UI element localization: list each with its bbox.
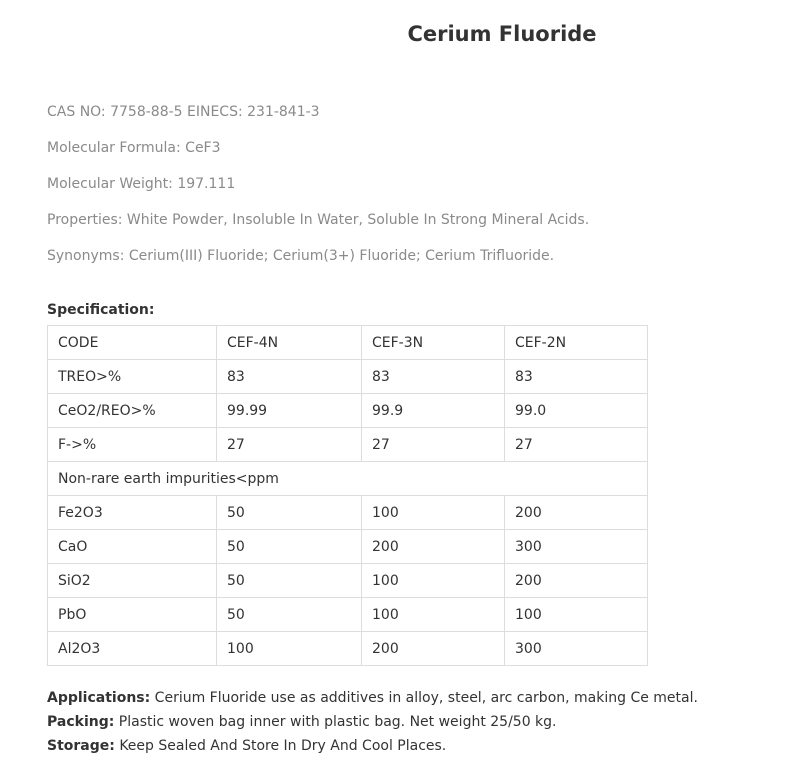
table-cell: 27	[217, 428, 362, 462]
table-cell: F->%	[48, 428, 217, 462]
table-cell: 99.0	[505, 394, 648, 428]
packing-label: Packing:	[47, 714, 115, 730]
impurities-label: Non-rare earth impurities<ppm	[48, 462, 648, 496]
table-cell: 300	[505, 530, 648, 564]
table-header-row	[48, 326, 648, 360]
table-cell: 27	[505, 428, 648, 462]
molecular-formula: Molecular Formula: CeF3	[47, 140, 221, 156]
specification-heading: Specification:	[47, 302, 155, 318]
table-row	[48, 632, 648, 666]
physical-properties: Properties: White Powder, Insoluble In Water, Soluble In Strong Mineral Acids.	[47, 212, 590, 228]
table-header-cell: CEF-2N	[505, 326, 648, 360]
table-cell: 83	[362, 360, 505, 394]
applications-text: Cerium Fluoride use as additives in alloy, steel, arc carbon, making Ce metal.	[150, 690, 698, 706]
table-row	[48, 496, 648, 530]
table-cell: 83	[505, 360, 648, 394]
packing-text: Plastic woven bag inner with plastic bag. Net weight 25/50 kg.	[114, 714, 557, 730]
table-cell: 200	[362, 530, 505, 564]
table-row	[48, 564, 648, 598]
synonyms: Synonyms: Cerium(III) Fluoride; Cerium(3+) Fluoride; Cerium Trifluoride.	[47, 248, 555, 264]
page-title: Cerium Fluoride	[407, 22, 597, 46]
packing-note	[47, 710, 698, 734]
table-row	[48, 598, 648, 632]
table-row	[48, 428, 648, 462]
applications-label: Applications:	[47, 690, 151, 706]
cas-number: CAS NO: 7758-88-5 EINECS: 231-841-3	[47, 104, 320, 120]
table-cell: CeO2/REO>%	[48, 394, 217, 428]
table-row	[48, 394, 648, 428]
table-cell: 100	[505, 598, 648, 632]
table-cell: CaO	[48, 530, 217, 564]
table-header-cell: CEF-4N	[217, 326, 362, 360]
table-cell: 100	[217, 632, 362, 666]
storage-label: Storage:	[47, 738, 115, 754]
product-properties	[47, 101, 589, 281]
table-row	[48, 530, 648, 564]
table-cell: PbO	[48, 598, 217, 632]
table-row	[48, 360, 648, 394]
table-cell: 200	[362, 632, 505, 666]
specification-table	[47, 325, 648, 666]
table-cell: 300	[505, 632, 648, 666]
product-notes	[47, 686, 698, 758]
table-cell: 50	[217, 496, 362, 530]
table-cell: 200	[505, 496, 648, 530]
storage-text: Keep Sealed And Store In Dry And Cool Places.	[114, 738, 447, 754]
table-cell: 50	[217, 564, 362, 598]
table-cell: 100	[362, 564, 505, 598]
table-cell: 100	[362, 598, 505, 632]
impurities-row	[48, 462, 648, 496]
table-cell: 50	[217, 530, 362, 564]
table-cell: Fe2O3	[48, 496, 217, 530]
table-header-cell: CODE	[48, 326, 217, 360]
table-cell: 99.9	[362, 394, 505, 428]
table-cell: 200	[505, 564, 648, 598]
table-cell: 83	[217, 360, 362, 394]
table-header-cell: CEF-3N	[362, 326, 505, 360]
table-cell: 99.99	[217, 394, 362, 428]
table-cell: 27	[362, 428, 505, 462]
storage-note	[47, 734, 698, 758]
table-cell: Al2O3	[48, 632, 217, 666]
table-cell: 50	[217, 598, 362, 632]
table-cell: TREO>%	[48, 360, 217, 394]
molecular-weight: Molecular Weight: 197.111	[47, 176, 236, 192]
table-cell: SiO2	[48, 564, 217, 598]
applications-note	[47, 686, 698, 710]
table-cell: 100	[362, 496, 505, 530]
